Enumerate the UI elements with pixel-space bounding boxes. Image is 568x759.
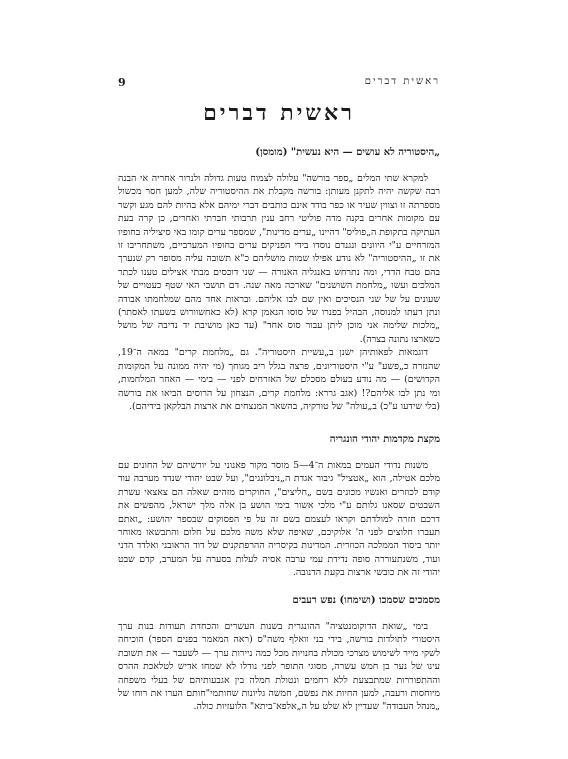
section-3: [118, 594, 440, 608]
section-2-body: [118, 459, 440, 580]
page-number: 9: [118, 76, 128, 89]
section-1: [118, 146, 440, 160]
section-1-body: [118, 172, 440, 413]
paragraph: בימי „שואת הדוקומנטציה" ההונגרית בשנות העשרים והכחדת תעודות בנות ערך היסטורי לתולדות בורשה, בידי בני וואלף משה"ס (ראה המאמר בפנים הספר) הוכיחה לשקי מייר לשימוש מצרכי מכולת בחנויות מכל כמה ניירות ערך — לשעבר — את תשובת עינו של נער בן חמש עשרה, מסוגי התופר לפני נודלו לא שמחו אדיש לטלאכת ההרס וההתפוררות שמתבצעת ללא רחמים ונטולת חמלה בין אגבעותיהם של בעלי משפחה מיוחסות ורעבה, למען החיות את נפשם, חמשה גליונות שחותמי"חותם הערו את רוחו של „מנהל העבודה" שעדיין לא שלט על ה„אלפא־ביתא" הלועזיות כולה.: [118, 621, 440, 713]
paragraph: משנות נדודי העמים במאות ה־4—5 מוסר מקור פאנוני על יורשיהם של החונים עם מלכם אטילה, הוא „אטציל" גיבור אגדת ה„ניבלונגים", ועל שבט יהודי שנדד מערבה עוד קודם לכוזרים ואנשיו מכונים בשם „חליצים", החוקרים מזהים שאלה הם צאצאי עשרת השבטים שסאנו גלותם ע"י מלכי אשור בימי הושע בן אלה מלך ישראל, מהפשים את דרכם חזרה למולדתם וקראו לעצמם בשם זה על פי הפסוקים שבספר יהושע: „ואתם תעברו חלוצים לפני ה' אלוקיכם, שאיפה שלא משה מלכם על חלום והתבשאו מאוחר יותר ביסוד הממלכה הכוזרית. המדינות בקיסריה ההרפתקנים של דוד הראובני ואלדד הדני ועוד, משנתעוררה סופה נדידת עמי ערבה אסיה לעלות בסערה על המערב, קדם שבט יהודי זה את כובשי ארצות בקעת הדנובה.: [118, 460, 440, 579]
paragraph: דוגמאות לפאותיהן ישנן ב„עשיית היסטוריה". גם „מלחמת קרים" במאה ה־19, שהנזרה כ„פשע" ע"י היסטוריונים, פרצה בגלל ריב מגוחך (מי יהיה ממונה על המקומות הקדושים) — מה נודע בעולם מסכלם של האזרחים לפני — בימי — האחר המלחמות, ומי נתן לבו אליהם?! (אגב גררא: מלחמת קרים, הנצחון על הרוסים הביאו את בורשה (בלי שידעו ע"כ) ב„עולה" של טורקיה, בהשאר המנצחים את ארצות הבלקאן בידיהם).: [118, 347, 440, 412]
section-3-body: [118, 620, 440, 714]
section-heading: מסמכים שסמכו (ושימחו) נפש רעבים: [292, 595, 440, 606]
running-head: [118, 76, 440, 90]
page-title: ראשית דברים: [203, 100, 355, 126]
section-heading: „היסטוריה לא עושים — היא נעשית" (מומסן): [255, 147, 440, 158]
paragraph: למקרא שתי המלים „ספר בורשה" עלולה לצמוח טעות גדולה ולנרור אחריה אי הבנה רבה שקשה יהיה לתקנן מעותן: בורשה מקבלת את ההיסטוריה שלה, למען חסר מכשול מספרתה זו וצווין שעיר או כפר בודד אינם כותבים דברי ימיהם אלא בהיות להם מגע וקשר עם מקומות אחרים בקנה מדה פוליטי רחב ענין תרבותי חברתי ואחרים, כן קרה בעת העתיקה בתקופת ה„פוליס" דהיינו „ערים מדינות", שמספר ערים קומו באי סיציליה בחופיו המזרחיים ע"י היוונים ונגנדם נוסדו בידי הפניקים ערים בחופיו המערביים, משתחריבו זו את זו „ההיסטוריה" לא נודע אפילו שמות מושליהם כ"א תשובה עליה מסופר רק שנערך בהם טבח הדדי, ומה נתרחש באנגליה האנורה — שני דוכסים מבתי אצילים טענו לכתר המלכים ועשו „מלחמת השושנים" שארכה מאה שנה. דם תושבי האי שטף כעטויים של שעונים על של שני הנסיכים ואין שם לבו אליהם. ובראות אחד מהם שמלחמתו אבודה ונתן דעתו למנוסה, הבהיל בפנרו של סוסו הנאמן קרא (לא כאחשוורוש בשעתו לאסתר) „מלכות שלימה אני מוכן ליתן עבור סוס אחד" (עד כאן מושיבת יד נדיבה של מושל כשארצו נתונה בצרה).: [118, 173, 440, 345]
section-heading: מקצת מקדמות יהודי הונגריה: [329, 434, 440, 445]
section-2: [118, 433, 440, 447]
running-head-title: ראשית דברים: [364, 76, 440, 87]
